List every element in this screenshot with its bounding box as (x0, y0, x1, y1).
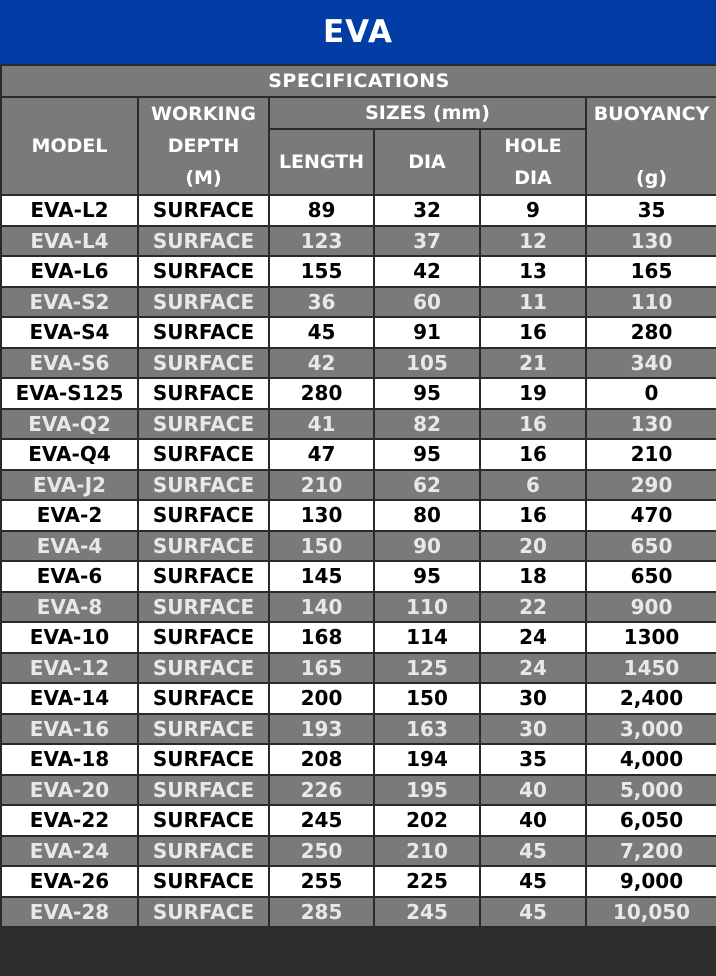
cell-depth: SURFACE (138, 500, 269, 531)
cell-hole: 19 (480, 378, 586, 409)
cell-buoyancy: 340 (586, 348, 716, 379)
header-hole-dia-line1: HOLE (504, 135, 562, 157)
cell-length: 41 (269, 409, 374, 440)
cell-depth: SURFACE (138, 317, 269, 348)
cell-dia: 80 (374, 500, 480, 531)
cell-model: EVA-28 (1, 897, 138, 928)
cell-length: 47 (269, 439, 374, 470)
cell-hole: 20 (480, 531, 586, 562)
cell-hole: 30 (480, 683, 586, 714)
header-dia: DIA (374, 129, 480, 195)
header-working-depth-line2: DEPTH (167, 135, 240, 157)
table-row (1, 744, 716, 775)
header-buoyancy-line1: BUOYANCY (593, 103, 710, 125)
cell-model: EVA-14 (1, 683, 138, 714)
table-row (1, 714, 716, 745)
cell-depth: SURFACE (138, 195, 269, 226)
cell-dia: 60 (374, 287, 480, 318)
cell-buoyancy: 6,050 (586, 805, 716, 836)
table-row (1, 592, 716, 623)
header-model: MODEL (1, 97, 138, 195)
cell-length: 140 (269, 592, 374, 623)
cell-length: 250 (269, 836, 374, 867)
cell-depth: SURFACE (138, 531, 269, 562)
header-working-depth-line3: (M) (185, 167, 222, 189)
table-row (1, 866, 716, 897)
header-buoyancy (586, 97, 716, 195)
cell-dia: 32 (374, 195, 480, 226)
cell-depth: SURFACE (138, 866, 269, 897)
cell-length: 200 (269, 683, 374, 714)
cell-model: EVA-8 (1, 592, 138, 623)
cell-depth: SURFACE (138, 470, 269, 501)
cell-buoyancy: 9,000 (586, 866, 716, 897)
table-row (1, 256, 716, 287)
cell-hole: 22 (480, 592, 586, 623)
cell-length: 226 (269, 775, 374, 806)
cell-model: EVA-S125 (1, 378, 138, 409)
cell-buoyancy: 130 (586, 226, 716, 257)
cell-length: 285 (269, 897, 374, 928)
cell-dia: 82 (374, 409, 480, 440)
table-row (1, 531, 716, 562)
cell-dia: 225 (374, 866, 480, 897)
table-row (1, 683, 716, 714)
header-buoyancy-spacer (587, 130, 716, 162)
cell-model: EVA-22 (1, 805, 138, 836)
table-row (1, 653, 716, 684)
cell-dia: 62 (374, 470, 480, 501)
cell-depth: SURFACE (138, 561, 269, 592)
cell-dia: 125 (374, 653, 480, 684)
table-row (1, 348, 716, 379)
cell-depth: SURFACE (138, 348, 269, 379)
cell-hole: 35 (480, 744, 586, 775)
cell-buoyancy: 1450 (586, 653, 716, 684)
cell-hole: 45 (480, 866, 586, 897)
cell-model: EVA-2 (1, 500, 138, 531)
cell-buoyancy: 0 (586, 378, 716, 409)
table-row (1, 409, 716, 440)
cell-length: 145 (269, 561, 374, 592)
table-row (1, 622, 716, 653)
cell-model: EVA-S2 (1, 287, 138, 318)
cell-dia: 202 (374, 805, 480, 836)
cell-buoyancy: 110 (586, 287, 716, 318)
cell-buoyancy: 280 (586, 317, 716, 348)
cell-hole: 18 (480, 561, 586, 592)
cell-length: 155 (269, 256, 374, 287)
cell-length: 45 (269, 317, 374, 348)
table-body (1, 195, 716, 927)
header-hole-dia-line2: DIA (514, 167, 552, 189)
cell-model: EVA-L6 (1, 256, 138, 287)
cell-hole: 40 (480, 805, 586, 836)
cell-model: EVA-S4 (1, 317, 138, 348)
cell-length: 123 (269, 226, 374, 257)
cell-model: EVA-L2 (1, 195, 138, 226)
cell-length: 210 (269, 470, 374, 501)
cell-model: EVA-18 (1, 744, 138, 775)
cell-dia: 114 (374, 622, 480, 653)
cell-dia: 91 (374, 317, 480, 348)
cell-buoyancy: 2,400 (586, 683, 716, 714)
cell-depth: SURFACE (138, 805, 269, 836)
cell-hole: 16 (480, 409, 586, 440)
cell-dia: 37 (374, 226, 480, 257)
cell-depth: SURFACE (138, 592, 269, 623)
cell-model: EVA-4 (1, 531, 138, 562)
cell-depth: SURFACE (138, 836, 269, 867)
table-row (1, 226, 716, 257)
cell-length: 165 (269, 653, 374, 684)
table-row (1, 836, 716, 867)
cell-hole: 12 (480, 226, 586, 257)
cell-length: 208 (269, 744, 374, 775)
cell-dia: 110 (374, 592, 480, 623)
cell-dia: 95 (374, 378, 480, 409)
cell-dia: 163 (374, 714, 480, 745)
cell-buoyancy: 900 (586, 592, 716, 623)
cell-depth: SURFACE (138, 653, 269, 684)
cell-model: EVA-12 (1, 653, 138, 684)
cell-hole: 16 (480, 439, 586, 470)
cell-model: EVA-10 (1, 622, 138, 653)
cell-buoyancy: 5,000 (586, 775, 716, 806)
table-row (1, 897, 716, 928)
cell-model: EVA-Q4 (1, 439, 138, 470)
cell-depth: SURFACE (138, 409, 269, 440)
cell-length: 193 (269, 714, 374, 745)
cell-hole: 24 (480, 653, 586, 684)
cell-length: 245 (269, 805, 374, 836)
table-row (1, 775, 716, 806)
cell-dia: 90 (374, 531, 480, 562)
cell-dia: 105 (374, 348, 480, 379)
cell-hole: 9 (480, 195, 586, 226)
cell-model: EVA-6 (1, 561, 138, 592)
cell-buoyancy: 7,200 (586, 836, 716, 867)
cell-buoyancy: 130 (586, 409, 716, 440)
table-row (1, 378, 716, 409)
cell-model: EVA-20 (1, 775, 138, 806)
cell-depth: SURFACE (138, 897, 269, 928)
cell-hole: 21 (480, 348, 586, 379)
table-row (1, 195, 716, 226)
table-row (1, 317, 716, 348)
cell-model: EVA-S6 (1, 348, 138, 379)
cell-buoyancy: 10,050 (586, 897, 716, 928)
table-row (1, 439, 716, 470)
cell-length: 255 (269, 866, 374, 897)
cell-depth: SURFACE (138, 378, 269, 409)
cell-buoyancy: 210 (586, 439, 716, 470)
cell-length: 42 (269, 348, 374, 379)
cell-depth: SURFACE (138, 287, 269, 318)
cell-buoyancy: 1300 (586, 622, 716, 653)
cell-depth: SURFACE (138, 256, 269, 287)
cell-buoyancy: 290 (586, 470, 716, 501)
cell-length: 168 (269, 622, 374, 653)
header-sizes: SIZES (mm) (269, 97, 586, 129)
cell-model: EVA-26 (1, 866, 138, 897)
header-hole-dia (480, 129, 586, 195)
cell-length: 280 (269, 378, 374, 409)
cell-dia: 95 (374, 439, 480, 470)
cell-depth: SURFACE (138, 226, 269, 257)
cell-hole: 16 (480, 500, 586, 531)
table-row (1, 470, 716, 501)
cell-depth: SURFACE (138, 744, 269, 775)
cell-depth: SURFACE (138, 683, 269, 714)
cell-buoyancy: 165 (586, 256, 716, 287)
cell-depth: SURFACE (138, 775, 269, 806)
cell-hole: 6 (480, 470, 586, 501)
cell-hole: 13 (480, 256, 586, 287)
cell-buoyancy: 650 (586, 531, 716, 562)
cell-dia: 195 (374, 775, 480, 806)
page-title: EVA (0, 0, 716, 64)
table-row (1, 287, 716, 318)
cell-hole: 11 (480, 287, 586, 318)
table-row (1, 805, 716, 836)
cell-dia: 194 (374, 744, 480, 775)
cell-hole: 45 (480, 836, 586, 867)
cell-dia: 245 (374, 897, 480, 928)
cell-dia: 150 (374, 683, 480, 714)
cell-hole: 40 (480, 775, 586, 806)
header-length: LENGTH (269, 129, 374, 195)
cell-depth: SURFACE (138, 622, 269, 653)
cell-buoyancy: 470 (586, 500, 716, 531)
cell-length: 130 (269, 500, 374, 531)
cell-hole: 16 (480, 317, 586, 348)
cell-depth: SURFACE (138, 439, 269, 470)
cell-hole: 24 (480, 622, 586, 653)
cell-hole: 45 (480, 897, 586, 928)
cell-depth: SURFACE (138, 714, 269, 745)
cell-model: EVA-24 (1, 836, 138, 867)
cell-dia: 95 (374, 561, 480, 592)
specifications-table (0, 64, 716, 928)
table-row (1, 561, 716, 592)
header-working-depth (138, 97, 269, 195)
cell-buoyancy: 3,000 (586, 714, 716, 745)
cell-length: 89 (269, 195, 374, 226)
cell-dia: 42 (374, 256, 480, 287)
cell-dia: 210 (374, 836, 480, 867)
cell-length: 36 (269, 287, 374, 318)
cell-model: EVA-16 (1, 714, 138, 745)
cell-hole: 30 (480, 714, 586, 745)
header-buoyancy-line2: (g) (636, 167, 667, 189)
cell-length: 150 (269, 531, 374, 562)
cell-model: EVA-Q2 (1, 409, 138, 440)
header-working-depth-line1: WORKING (150, 103, 257, 125)
table-caption: SPECIFICATIONS (1, 65, 716, 97)
cell-buoyancy: 35 (586, 195, 716, 226)
cell-buoyancy: 650 (586, 561, 716, 592)
table-row (1, 500, 716, 531)
cell-buoyancy: 4,000 (586, 744, 716, 775)
cell-model: EVA-J2 (1, 470, 138, 501)
cell-model: EVA-L4 (1, 226, 138, 257)
